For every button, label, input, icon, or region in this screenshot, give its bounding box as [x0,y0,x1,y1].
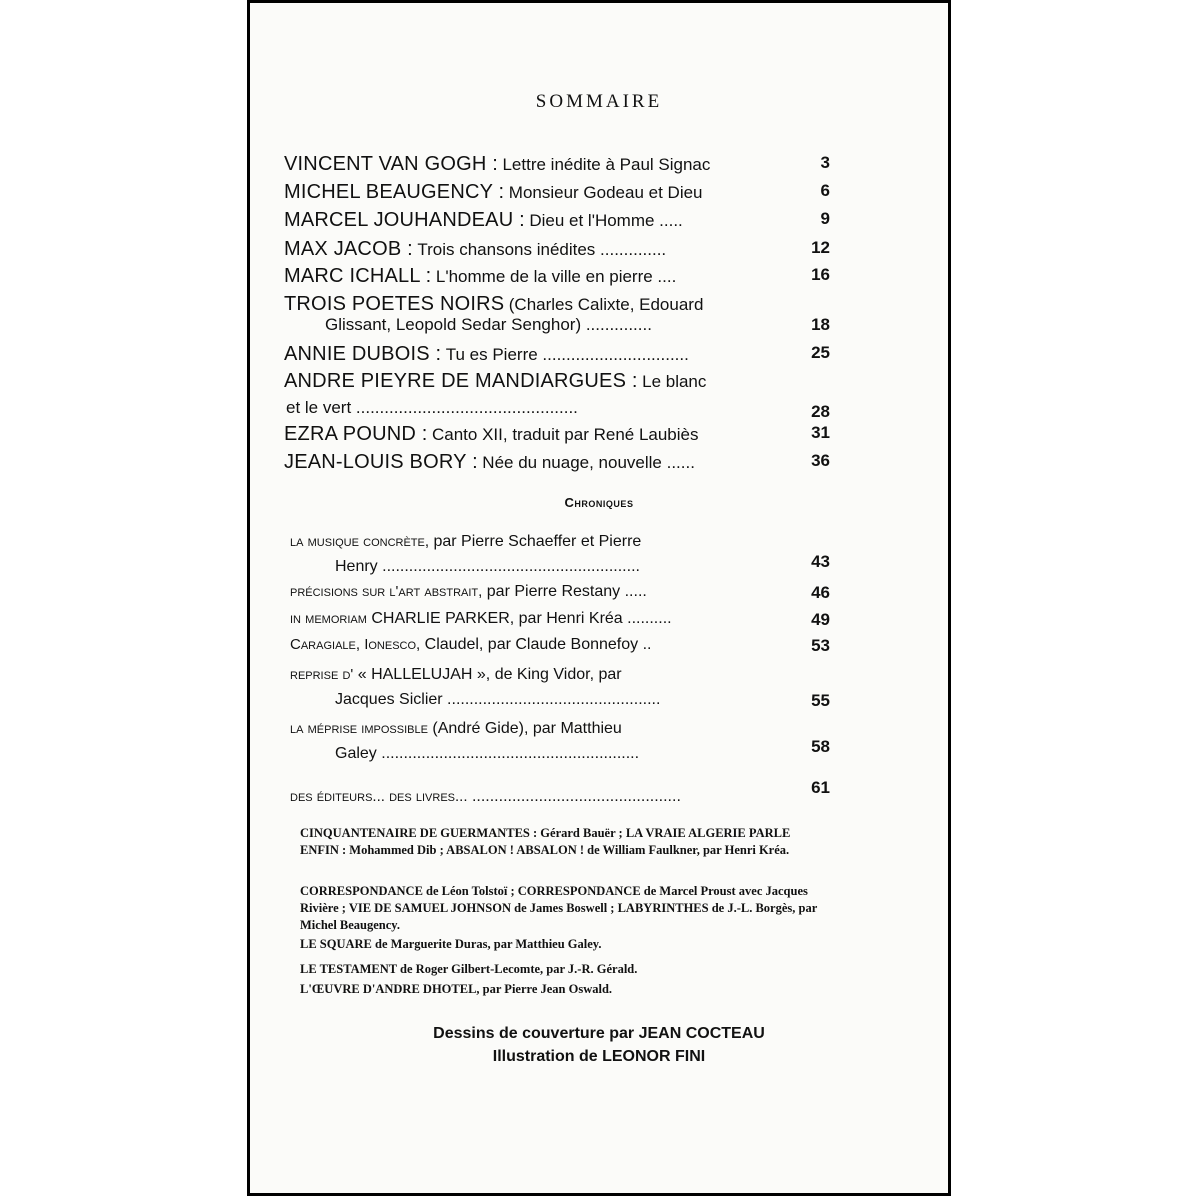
chronique-smallcaps: la méprise impossible [290,720,428,737]
credits-cover: Dessins de couverture par JEAN COCTEAU [433,1025,765,1042]
entry-work: Née du nuage, nouvelle ...... [482,453,695,472]
entry-work: Canto XII, traduit par René Laubiès [432,425,699,444]
chronique-page: 55 [811,691,830,710]
chronique-page: 46 [811,583,830,602]
book-review-entry: CINQUANTENAIRE DE GUERMANTES : Gérard Bauër ; LA VRAIE ALGERIE PARLE ENFIN : Mohammed Dib ; ABSALON ! ABSALON ! de William Faulkner, par Henri Kréa. [300,826,791,857]
entry-work: Dieu et l'Homme ..... [529,211,683,230]
entry-author: ANDRE PIEYRE DE MANDIARGUES : [284,370,638,392]
chronique-text: CHARLIE PARKER, par Henri Kréa .......... [371,610,672,627]
chronique-text: par Pierre Restany ..... [486,583,647,600]
book-review-entry: L'ŒUVRE D'ANDRE DHOTEL, par Pierre Jean Oswald. [300,982,613,996]
entry-work: Tu es Pierre ............................... [445,345,689,364]
entry-author: JEAN-LOUIS BORY : [284,451,478,473]
section-heading: Chroniques [564,495,634,510]
entry-author: ANNIE DUBOIS : [284,343,442,365]
chronique-text: par Pierre Schaeffer et Pierre [433,533,642,550]
chronique-text: Claudel, par Claude Bonnefoy .. [424,636,652,653]
entry-work: Le blanc [642,372,707,391]
book-review-entry: CORRESPONDANCE de Léon Tolstoï ; CORRESPONDANCE de Marcel Proust avec Jacques Rivière ; VIE DE SAMUEL JOHNSON de James Boswell ; LABYRINTHES de J.-L. Borgès, par Michel Beaugency. [300,884,818,932]
chronique-smallcaps: des éditeurs... des livres... [290,788,468,805]
entry-work-continued: et le vert ............................................... [286,398,578,417]
page-title: SOMMAIRE [535,91,663,112]
chronique-smallcaps: la musique concrète, [290,533,430,550]
magazine-page [247,0,951,1196]
entry-work: Lettre inédite à Paul Signac [502,155,711,174]
entry-page: 25 [811,343,830,362]
book-review-entry: LE TESTAMENT de Roger Gilbert-Lecomte, par J.-R. Gérald. [300,962,638,976]
chronique-page: 43 [811,552,830,571]
chronique-text-continued: Galey .......................................................... [335,745,640,762]
entry-author: TROIS POETES NOIRS [284,293,505,315]
entry-work: (Charles Calixte, Edouard [508,295,704,314]
chronique-smallcaps: in memoriam [290,610,367,627]
entry-page: 12 [811,238,830,257]
chronique-page: 58 [811,737,830,756]
entry-author: MARC ICHALL : [284,265,432,287]
entry-page: 3 [820,153,830,172]
chronique-text: (André Gide), par Matthieu [432,720,622,737]
entry-work-continued: Glissant, Leopold Sedar Senghor) .............. [325,315,652,334]
entry-work: Trois chansons inédites .............. [417,240,667,259]
entry-page: 9 [820,209,830,228]
chronique-text-continued: Henry .......................................................... [335,558,640,575]
entry-author: MAX JACOB : [284,238,413,260]
entry-page: 28 [811,402,830,421]
chronique-page: 61 [811,778,830,797]
entry-author: EZRA POUND : [284,423,428,445]
chronique-text: ............................................... [471,788,681,805]
entry-work: L'homme de la ville en pierre .... [435,267,677,286]
chronique-smallcaps: reprise d' [290,666,354,683]
entry-page: 36 [811,451,830,470]
credits-illustration: Illustration de LEONOR FINI [492,1048,706,1065]
entry-page: 16 [811,265,830,284]
entry-page: 18 [811,315,830,334]
entry-page: 6 [820,181,830,200]
entry-author: MICHEL BEAUGENCY : [284,181,505,203]
chronique-text: « HALLELUJAH », de King Vidor, par [357,666,622,683]
chronique-smallcaps: Caragiale, Ionesco, [290,636,421,653]
chronique-text-continued: Jacques Siclier ................................................ [335,691,661,708]
entry-page: 31 [811,423,830,442]
chronique-page: 49 [811,610,830,629]
book-review-entry: LE SQUARE de Marguerite Duras, par Matthieu Galey. [300,937,602,951]
entry-author: VINCENT VAN GOGH : [284,153,499,175]
entry-author: MARCEL JOUHANDEAU : [284,209,525,231]
chronique-smallcaps: précisions sur l'art abstrait, [290,583,483,600]
chronique-page: 53 [811,636,830,655]
entry-work: Monsieur Godeau et Dieu [508,183,703,202]
